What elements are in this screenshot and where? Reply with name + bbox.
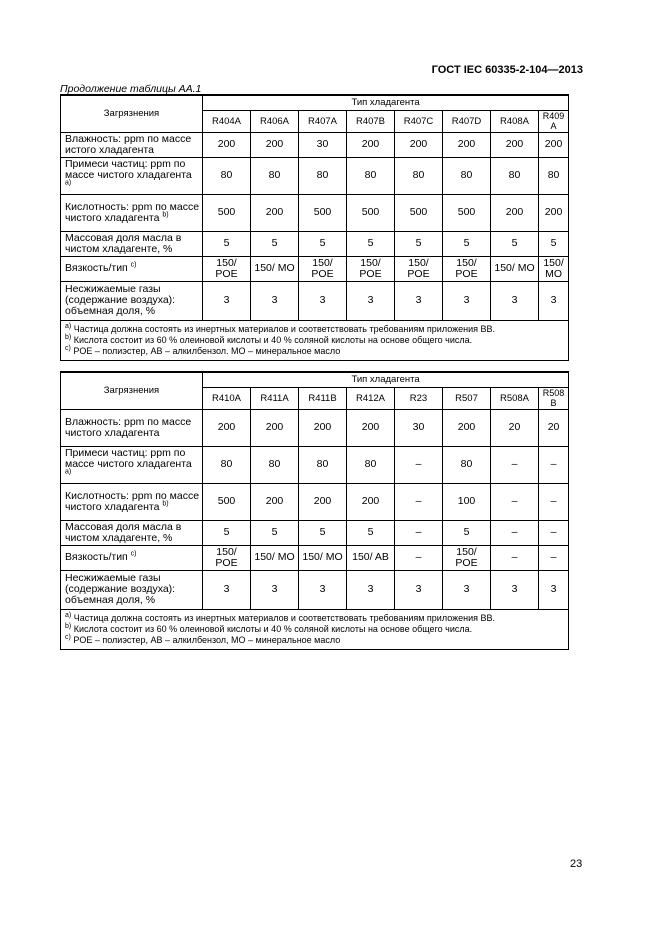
table-cell: – xyxy=(491,545,539,570)
table-row xyxy=(61,231,569,256)
table-cell: 80 xyxy=(203,157,251,194)
row-header-cell: Загрязнения xyxy=(61,372,203,409)
table-cell: 5 xyxy=(395,231,443,256)
footnote-text: Частица должна состоять из инертных материалов и соответствовать требованиям приложения ВВ. xyxy=(73,323,495,334)
table-cell: 3 xyxy=(203,570,251,609)
table-cell: 3 xyxy=(395,281,443,320)
table-cell: – xyxy=(395,545,443,570)
footnote-ref: a) xyxy=(65,179,72,187)
document-header: ГОСТ IEC 60335-2-104—2013 xyxy=(431,64,583,76)
table-cell: 500 xyxy=(299,194,347,231)
footnote xyxy=(65,624,564,635)
table-cell: 200 xyxy=(491,132,539,157)
row-label-text: Кислотность: ppm по массе чистого хладагента xyxy=(65,200,200,224)
row-label xyxy=(61,483,203,520)
table-cell: 20 xyxy=(491,409,539,446)
group-header-row xyxy=(61,95,569,110)
column-header: R407D xyxy=(443,110,491,132)
table-cell: – xyxy=(491,520,539,545)
footnote-mark: a) xyxy=(65,611,72,619)
footnote-ref: a) xyxy=(65,468,72,476)
table-cell: 80 xyxy=(395,157,443,194)
table-cell: 150/ MO xyxy=(539,256,569,281)
notes-cell xyxy=(61,609,569,649)
table-cell: 3 xyxy=(443,570,491,609)
row-label xyxy=(61,132,203,157)
footnote xyxy=(65,613,564,624)
column-header: R411A xyxy=(251,387,299,409)
group-header-cell: Тип хладагента xyxy=(203,95,569,110)
row-label-text: Влажность: ppm по массе истого хладагента xyxy=(65,132,192,156)
table-row xyxy=(61,157,569,194)
footnote-text: Кислота состоит из 60 % олеиновой кислоты и 40 % соляной кислоты на основе общего числа. xyxy=(73,334,473,345)
table-cell: 150/ MO xyxy=(251,256,299,281)
table-cell: 5 xyxy=(299,520,347,545)
table-cell: 200 xyxy=(251,409,299,446)
group-header-cell: Тип хладагента xyxy=(203,372,569,387)
footnote-text: Частица должна состоять из инертных материалов и соответствовать требованиям приложения ВВ. xyxy=(73,612,495,623)
table-cell: 80 xyxy=(491,157,539,194)
table-cell: 150/ POE xyxy=(443,256,491,281)
column-header: R407B xyxy=(347,110,395,132)
table-cell: 200 xyxy=(347,483,395,520)
column-header: R411B xyxy=(299,387,347,409)
table-cell: 5 xyxy=(347,520,395,545)
table-cell: 80 xyxy=(347,446,395,483)
footnote xyxy=(65,335,564,346)
table-cell: 200 xyxy=(299,409,347,446)
table-continuation-caption: Продолжение таблицы АА.1 xyxy=(60,83,202,95)
table-row xyxy=(61,194,569,231)
table-cell: 3 xyxy=(251,281,299,320)
table-cell: 200 xyxy=(251,483,299,520)
table-cell: 3 xyxy=(299,281,347,320)
table-cell: 5 xyxy=(299,231,347,256)
table-cell: 30 xyxy=(299,132,347,157)
table-cell: 200 xyxy=(491,194,539,231)
table-cell: 80 xyxy=(299,157,347,194)
table-cell: 500 xyxy=(395,194,443,231)
table-cell: 500 xyxy=(203,194,251,231)
table-cell: 80 xyxy=(251,157,299,194)
table-cell: 5 xyxy=(347,231,395,256)
row-label xyxy=(61,194,203,231)
column-header: R409 A xyxy=(539,110,569,132)
row-label-text: Несжижаемые газы (содержание воздуха): объемная доля, % xyxy=(65,572,176,606)
table-cell: 200 xyxy=(251,132,299,157)
table-cell: 3 xyxy=(539,281,569,320)
table-cell: 150/ POE xyxy=(395,256,443,281)
table-cell: 20 xyxy=(539,409,569,446)
table-cell: – xyxy=(395,483,443,520)
table-cell: 150/ POE xyxy=(299,256,347,281)
table-cell: 150/ MO xyxy=(251,545,299,570)
table-cell: 3 xyxy=(347,570,395,609)
column-header: R407C xyxy=(395,110,443,132)
table-row xyxy=(61,520,569,545)
row-label-text: Примеси частиц: ppm по массе чистого хладагента xyxy=(65,447,192,470)
footnote-mark: b) xyxy=(65,333,72,341)
table-cell: 200 xyxy=(251,194,299,231)
row-label-text: Массовая доля масла в чистом хладагенте, % xyxy=(65,520,182,544)
table-row xyxy=(61,132,569,157)
table-row xyxy=(61,570,569,609)
row-label xyxy=(61,570,203,609)
table-cell: 150/ MO xyxy=(491,256,539,281)
row-label-text: Влажность: ppm по массе чистого хладагента xyxy=(65,415,192,439)
row-label-text: Кислотность: ppm по массе чистого хладагента xyxy=(65,489,200,513)
footnote-text: Кислота состоит из 60 % олеиновой кислоты и 40 % соляной кислоты на основе общего числа. xyxy=(73,623,473,634)
table-cell: 200 xyxy=(539,132,569,157)
table-cell: 200 xyxy=(347,132,395,157)
table-cell: 150/ POE xyxy=(203,256,251,281)
table-cell: 3 xyxy=(251,570,299,609)
table-cell: 5 xyxy=(203,520,251,545)
column-header: R406A xyxy=(251,110,299,132)
table-cell: 500 xyxy=(443,194,491,231)
table-cell: 200 xyxy=(539,194,569,231)
row-label-text: Несжижаемые газы (содержание воздуха): объемная доля, % xyxy=(65,283,176,317)
footnote-text: POE – полиэстер, AB – алкилбензол, MO – минеральное масло xyxy=(73,634,341,645)
table-cell: – xyxy=(395,446,443,483)
row-label xyxy=(61,520,203,545)
table-cell: 500 xyxy=(347,194,395,231)
table-cell: 200 xyxy=(443,409,491,446)
table-cell: 200 xyxy=(395,132,443,157)
table-cell: 500 xyxy=(203,483,251,520)
footnote-ref: c) xyxy=(130,550,137,558)
refrigerant-table-1 xyxy=(60,94,569,361)
footnote-mark: c) xyxy=(65,633,71,641)
table-cell: 3 xyxy=(395,570,443,609)
column-header: R412A xyxy=(347,387,395,409)
table-cell: 200 xyxy=(443,132,491,157)
row-label-text: Вязкость/тип xyxy=(65,262,128,274)
table-cell: 5 xyxy=(491,231,539,256)
notes-row xyxy=(61,320,569,360)
footnote-ref: b) xyxy=(162,500,169,507)
table-cell: 150/ AB xyxy=(347,545,395,570)
table-cell: 3 xyxy=(443,281,491,320)
row-label xyxy=(61,409,203,446)
column-header: R407A xyxy=(299,110,347,132)
table-cell: 150/ POE xyxy=(203,545,251,570)
footnote-text: POE – полиэстер, AB – алкилбензол. MO – минеральное масло xyxy=(73,345,341,356)
table-cell: 5 xyxy=(251,520,299,545)
table-cell: 80 xyxy=(443,446,491,483)
page-number: 23 xyxy=(570,858,583,870)
table-row xyxy=(61,483,569,520)
table-cell: 80 xyxy=(299,446,347,483)
column-header: R508 B xyxy=(539,387,569,409)
row-label xyxy=(61,157,203,194)
row-label-text: Примеси частиц: ppm по массе чистого хладагента xyxy=(65,158,192,181)
table-row xyxy=(61,446,569,483)
table-cell: 80 xyxy=(443,157,491,194)
row-label xyxy=(61,231,203,256)
footnote-mark: c) xyxy=(65,344,71,352)
table-cell: 3 xyxy=(491,570,539,609)
footnote-mark: a) xyxy=(65,322,72,330)
table-cell: 5 xyxy=(443,231,491,256)
table-cell: – xyxy=(539,483,569,520)
footnote-ref: b) xyxy=(162,211,169,218)
row-label-text: Массовая доля масла в чистом хладагенте, % xyxy=(65,231,182,255)
table-cell: 200 xyxy=(203,132,251,157)
table-cell: 5 xyxy=(539,231,569,256)
table-cell: 200 xyxy=(299,483,347,520)
notes-row xyxy=(61,609,569,649)
table-cell: – xyxy=(539,545,569,570)
column-header: R507 xyxy=(443,387,491,409)
table-cell: 150/ POE xyxy=(347,256,395,281)
table-cell: 5 xyxy=(443,520,491,545)
table-row xyxy=(61,409,569,446)
notes-cell xyxy=(61,320,569,360)
table-cell: – xyxy=(395,520,443,545)
row-label xyxy=(61,545,203,570)
table-cell: 3 xyxy=(347,281,395,320)
column-header: R404A xyxy=(203,110,251,132)
footnote xyxy=(65,346,564,357)
row-label xyxy=(61,256,203,281)
table-cell: 3 xyxy=(299,570,347,609)
table-cell: – xyxy=(539,520,569,545)
table-cell: 150/ MO xyxy=(299,545,347,570)
footnote-ref: c) xyxy=(130,261,137,269)
table-cell: 3 xyxy=(203,281,251,320)
row-label xyxy=(61,281,203,320)
table-row xyxy=(61,545,569,570)
table-cell: 150/ POE xyxy=(443,545,491,570)
footnote xyxy=(65,324,564,335)
footnote-mark: b) xyxy=(65,622,72,630)
row-label xyxy=(61,446,203,483)
column-header: R408A xyxy=(491,110,539,132)
group-header-row xyxy=(61,372,569,387)
refrigerant-table-2 xyxy=(60,371,569,650)
table-cell: 200 xyxy=(203,409,251,446)
table-cell: 3 xyxy=(491,281,539,320)
table-cell: 80 xyxy=(539,157,569,194)
table-cell: 200 xyxy=(347,409,395,446)
column-header: R508A xyxy=(491,387,539,409)
row-header-cell: Загрязнения xyxy=(61,95,203,132)
table-cell: 100 xyxy=(443,483,491,520)
row-label-text: Вязкость/тип xyxy=(65,551,128,563)
table-cell: 80 xyxy=(347,157,395,194)
footnote xyxy=(65,635,564,646)
table-row xyxy=(61,256,569,281)
table-row xyxy=(61,281,569,320)
table-cell: 3 xyxy=(539,570,569,609)
table-cell: – xyxy=(491,446,539,483)
table-cell: – xyxy=(491,483,539,520)
column-header: R410A xyxy=(203,387,251,409)
table-cell: 80 xyxy=(251,446,299,483)
table-cell: – xyxy=(539,446,569,483)
table-cell: 80 xyxy=(203,446,251,483)
table-cell: 5 xyxy=(251,231,299,256)
table-cell: 30 xyxy=(395,409,443,446)
column-header: R23 xyxy=(395,387,443,409)
table-cell: 5 xyxy=(203,231,251,256)
